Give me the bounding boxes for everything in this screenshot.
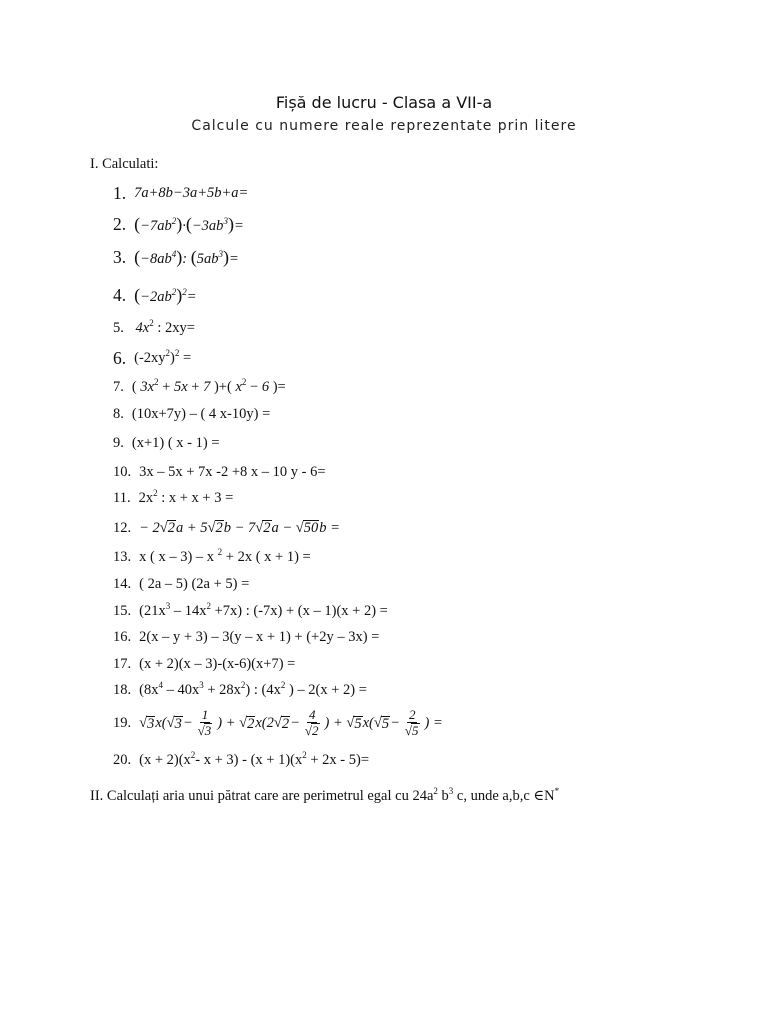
exercise-expression: $(-8ab^4)$: $(5ab^3)=$ bbox=[134, 247, 239, 267]
exercise-1 bbox=[113, 183, 248, 204]
page-title: Fișă de lucru - Clasa a VII-a bbox=[275, 93, 493, 112]
exercise-17 bbox=[113, 656, 295, 673]
exercise-7 bbox=[113, 379, 286, 396]
exercise-number: 4. bbox=[113, 285, 127, 305]
exercise-number: 18. bbox=[113, 682, 132, 698]
exercise-number: 7. bbox=[113, 379, 124, 395]
exercise-6 bbox=[113, 348, 191, 369]
exercise-expression: √ 3 x(√ 3 − $\frac{1}{√3}$ ) + √ 2 x(2√ 2 − $\frac{4}{√2}$ ) + √ 5 x(√ 5 − $\frac{2}{√5}$ ) = bbox=[139, 707, 443, 739]
exercise-number: 17. bbox=[113, 656, 132, 672]
exercise-18 bbox=[113, 682, 367, 699]
exercise-number: 14. bbox=[113, 576, 132, 592]
exercise-20 bbox=[113, 752, 369, 769]
exercise-15 bbox=[113, 603, 388, 620]
exercise-expression: $2x^2$ : x + x + 3 = bbox=[138, 488, 234, 506]
exercise-11 bbox=[113, 490, 233, 507]
section-1-heading: I. Calculati: bbox=[90, 156, 159, 172]
exercise-12 bbox=[113, 520, 340, 537]
exercise-4 bbox=[113, 285, 197, 306]
exercise-expression: $(-2xy^2)^2$ = bbox=[134, 348, 192, 366]
exercise-expression: x ( x – 3) – x $^2$ + 2x ( x + 1) = bbox=[139, 547, 311, 565]
exercise-expression: − 2√2a + 5√2b − 7√2a − √50b = bbox=[139, 520, 340, 536]
exercise-3 bbox=[113, 247, 239, 268]
exercise-expression: $4x^2$ : 2xy= bbox=[135, 318, 195, 336]
exercise-number: 20. bbox=[113, 752, 132, 768]
exercise-number: 2. bbox=[113, 214, 127, 234]
exercise-number: 6. bbox=[113, 348, 127, 368]
exercise-number: 12. bbox=[113, 520, 132, 536]
exercise-expression: $(x + 2)(x^2-$ $x + 3) - (x + 1)(x^2 + 2x - 5)=$ bbox=[139, 750, 370, 768]
exercise-8 bbox=[113, 406, 270, 423]
exercise-expression: (x + 2)(x – 3)-(x-6)(x+7) = bbox=[139, 656, 296, 672]
exercise-10 bbox=[113, 464, 326, 481]
exercise-expression: ( $3x^2 + 5x + 7$ )+( $x^2 - 6$ )= bbox=[131, 377, 286, 395]
exercise-expression: $(-2ab^2)^2=$ bbox=[134, 285, 197, 305]
exercise-number: 15. bbox=[113, 603, 132, 619]
exercise-number: 10. bbox=[113, 464, 132, 480]
exercise-expression: 3x – 5x + 7x -2 +8 x – 10 y - 6= bbox=[139, 464, 326, 480]
exercise-9 bbox=[113, 435, 220, 452]
exercise-number: 16. bbox=[113, 629, 132, 645]
exercise-number: 1. bbox=[113, 183, 127, 203]
exercise-2 bbox=[113, 214, 244, 235]
exercise-number: 3. bbox=[113, 247, 127, 267]
exercise-expression: (10x+7y) – ( 4 x-10y) = bbox=[131, 406, 271, 422]
exercise-number: 11. bbox=[113, 490, 131, 506]
exercise-expression: $(8x^4 - 40x^3 + 28x^2)$ : ($4x^2$ ) – 2(x + 2) = bbox=[139, 680, 367, 698]
exercise-19 bbox=[113, 708, 443, 739]
exercise-expression: (x+1) ( x - 1) = bbox=[131, 435, 220, 451]
exercise-expression: $(-7ab^2)\cdot(-3ab^3)=$ bbox=[134, 214, 244, 234]
exercise-14 bbox=[113, 576, 249, 593]
section-2-problem: II. Calculați aria unui pătrat care are perimetrul egal cu $24a^2$ $b^3$ c, unde a,b,c ∈N* bbox=[90, 786, 560, 804]
exercise-number: 19. bbox=[113, 714, 132, 731]
exercise-number: 5. bbox=[113, 320, 124, 336]
exercise-expression: $(21x^3 - 14x^2 +7x)$ : (-7x) + (x – 1)(x + 2) = bbox=[139, 601, 388, 619]
exercise-number: 9. bbox=[113, 435, 124, 451]
exercise-expression: 2(x – y + 3) – 3(y – x + 1) + (+2y – 3x) = bbox=[139, 629, 380, 645]
exercise-16 bbox=[113, 629, 379, 646]
exercise-number: 8. bbox=[113, 406, 124, 422]
exercise-5 bbox=[113, 320, 195, 337]
exercise-number: 13. bbox=[113, 549, 132, 565]
exercise-expression: ( 2a – 5) (2a + 5) = bbox=[139, 576, 250, 592]
exercise-13 bbox=[113, 549, 311, 566]
page-subtitle: Calcule cu numere reale reprezentate prin litere bbox=[191, 118, 577, 134]
exercise-expression: 7a+8b−3a+5b+a= bbox=[134, 185, 249, 201]
